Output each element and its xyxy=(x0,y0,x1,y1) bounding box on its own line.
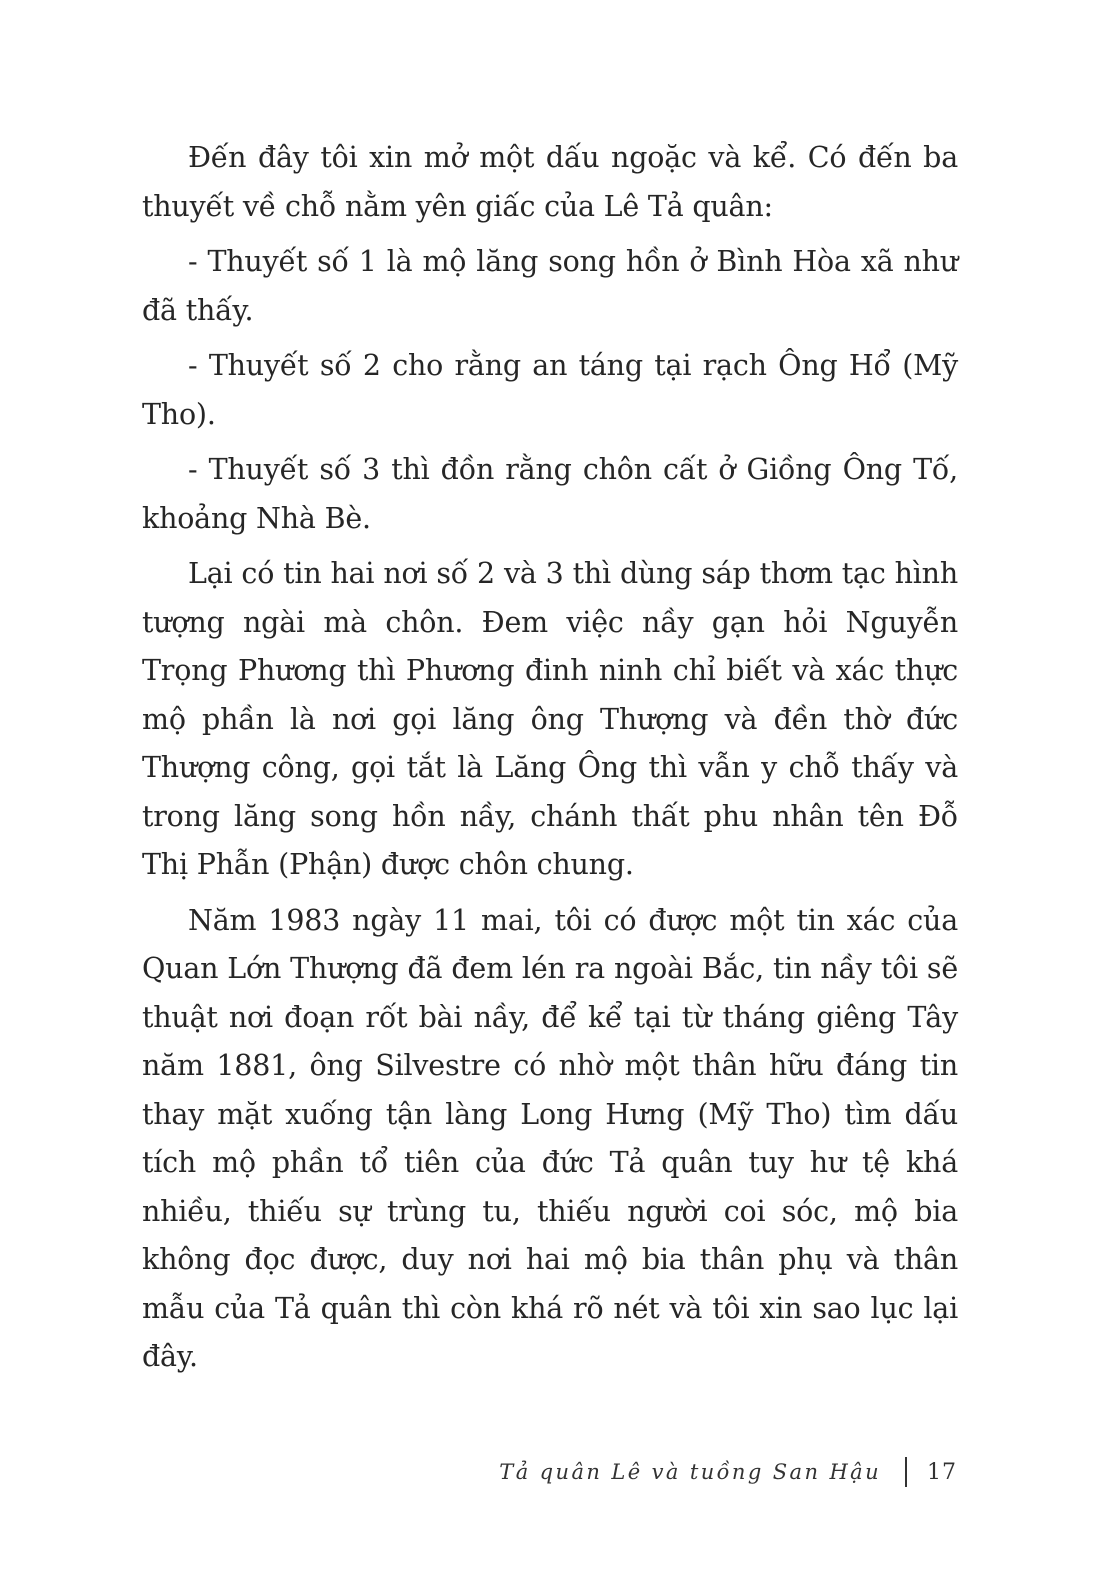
body-text xyxy=(142,134,958,1389)
paragraph-1983-news: Năm 1983 ngày 11 mai, tôi có được một tin xác của Quan Lớn Thượng đã đem lén ra ngoài Bắc, tin nầy tôi sẽ thuật nơi đoạn rốt bài nầy, để kể tại từ tháng giêng Tây năm 1881, ông Silvestre có nhờ một thân hữu đáng tin thay mặt xuống tận làng Long Hưng (Mỹ Tho) tìm dấu tích mộ phần tổ tiên của đức Tả quân tuy hư tệ khá nhiều, thiếu sự trùng tu, thiếu người coi sóc, mộ bia không đọc được, duy nơi hai mộ bia thân phụ và thân mẫu của Tả quân thì còn khá rõ nét và tôi xin sao lục lại đây. xyxy=(142,903,958,1373)
running-title: Tả quân Lê và tuồng San Hậu xyxy=(499,1460,881,1484)
paragraph-theory-2: - Thuyết số 2 cho rằng an táng tại rạch Ông Hổ (Mỹ Tho). xyxy=(142,349,958,431)
page-footer xyxy=(499,1452,957,1492)
paragraph-theory-1: - Thuyết số 1 là mộ lăng song hồn ở Bình Hòa xã như đã thấy. xyxy=(142,245,958,327)
paragraph-theory-3: - Thuyết số 3 thì đồn rằng chôn cất ở Giồng Ông Tố, khoảng Nhà Bè. xyxy=(142,453,958,535)
footer-divider xyxy=(905,1457,907,1487)
page-number: 17 xyxy=(927,1459,957,1485)
paragraph-wax-statue: Lại có tin hai nơi số 2 và 3 thì dùng sáp thơm tạc hình tượng ngài mà chôn. Đem việc nầy gạn hỏi Nguyễn Trọng Phương thì Phương đinh ninh chỉ biết và xác thực mộ phần là nơi gọi lăng ông Thượng và đền thờ đức Thượng công, gọi tắt là Lăng Ông thì vẫn y chỗ thấy và trong lăng song hồn nầy, chánh thất phu nhân tên Đỗ Thị Phẫn (Phận) được chôn chung. xyxy=(142,557,958,881)
paragraph-intro: Đến đây tôi xin mở một dấu ngoặc và kể. Có đến ba thuyết về chỗ nằm yên giấc của Lê Tả quân: xyxy=(142,141,958,223)
